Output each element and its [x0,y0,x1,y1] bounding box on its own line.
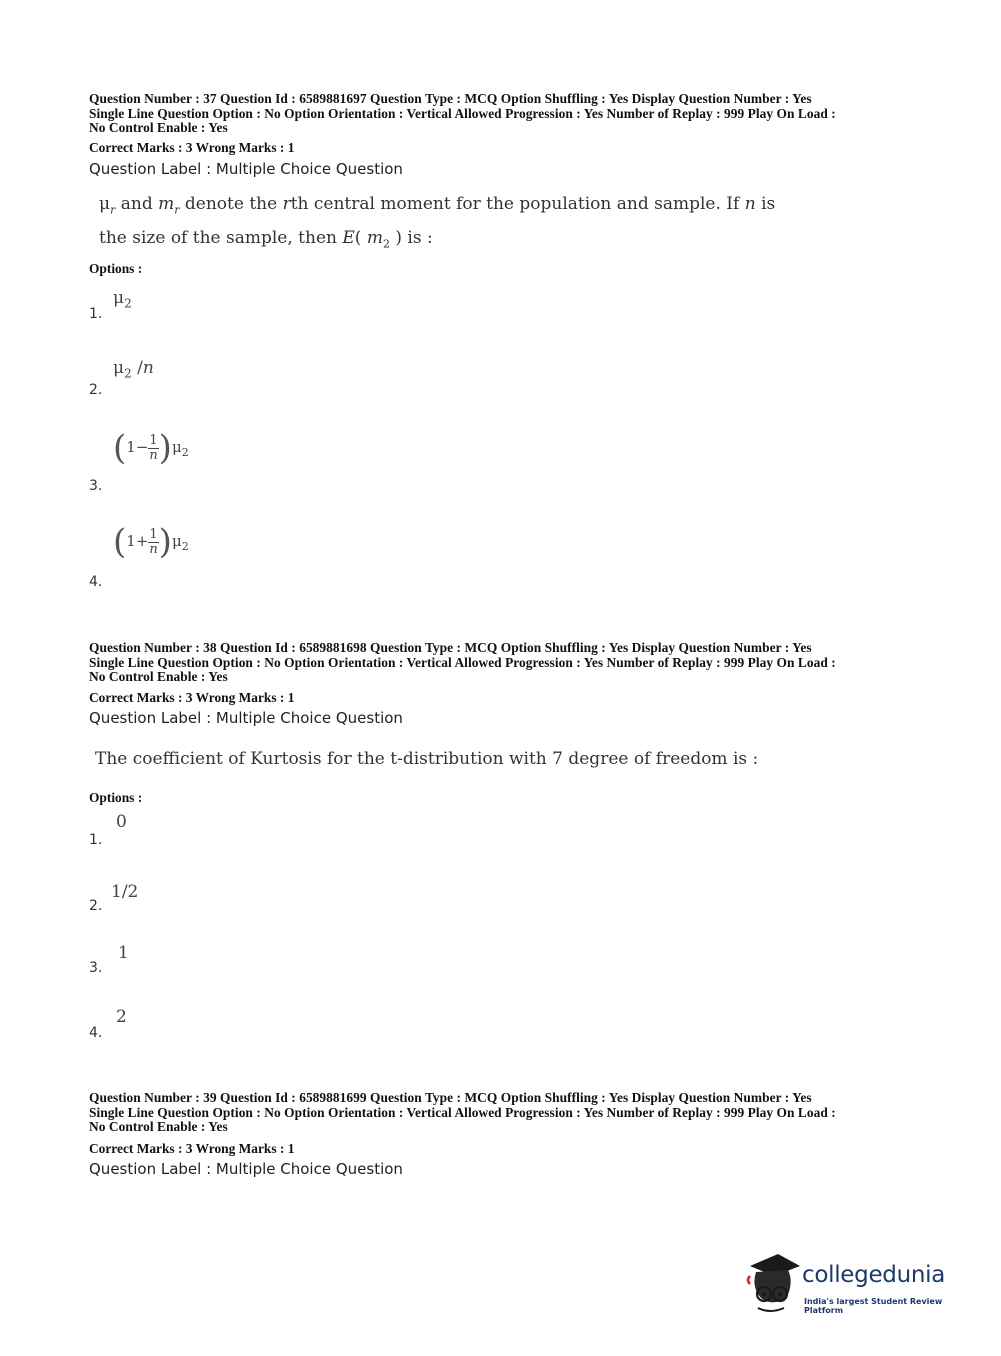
q38-options-header: Options : [89,790,143,805]
q37-option-4-value[interactable]: (1+ $\frac{1}{n}$ )$\mu_2$ [113,522,189,562]
mascot-icon [744,1250,802,1320]
q39-marks: Correct Marks : 3 Wrong Marks : 1 [89,1141,295,1156]
q37-option-2-number: 2. [89,382,103,398]
q37-option-2-value[interactable]: $\mu_2$ /n [113,358,154,381]
q38-question-text: The coefficient of Kurtosis for the t-distribution with 7 degree of freedom is : [95,749,759,769]
q37-option-3-number: 3. [89,478,103,494]
q37-label: Question Label : Multiple Choice Question [89,160,403,178]
q39-meta-line1: Question Number : 39 Question Id : 6589881699 Question Type : MCQ Option Shuffling : Yes Display Question Number : Yes [89,1090,812,1105]
q39-meta-line2: Single Line Question Option : No Option Orientation : Vertical Allowed Progression : Yes Number of Replay : 999 Play On Load : [89,1104,836,1120]
q38-marks: Correct Marks : 3 Wrong Marks : 1 [89,690,295,705]
q37-option-1-number: 1. [89,306,103,322]
q37-meta-line1: Question Number : 37 Question Id : 6589881697 Question Type : MCQ Option Shuffling : Yes Display Question Number : Yes [89,91,812,106]
q38-meta-line2: Single Line Question Option : No Option Orientation : Vertical Allowed Progression : Yes Number of Replay : 999 Play On Load : [89,654,836,670]
q37-question-text: $\mu_r$ and $m_r$ denote the rth central moment for the population and sample. If n is the size of the sample, then E( $m_2$ ) is : [99,194,776,251]
q38-label: Question Label : Multiple Choice Question [89,709,403,727]
q38-option-2-number: 2. [89,898,103,914]
q38-option-4-number: 4. [89,1025,103,1041]
q38-option-3-value[interactable]: 1 [118,943,129,963]
q39-meta-line3: No Control Enable : Yes [89,1119,228,1135]
q38-metadata [89,641,919,685]
q37-meta-line2: Single Line Question Option : No Option Orientation : Vertical Allowed Progression : Yes Number of Replay : 999 Play On Load : [89,105,836,121]
q37-marks: Correct Marks : 3 Wrong Marks : 1 [89,140,295,155]
q38-option-2-value[interactable]: 1/2 [111,882,139,902]
q38-meta-line3: No Control Enable : Yes [89,669,228,685]
logo-tagline: India's largest Student Review Platform [804,1297,943,1315]
q39-label: Question Label : Multiple Choice Question [89,1160,403,1178]
q38-option-1-number: 1. [89,832,103,848]
q37-option-4-number: 4. [89,574,103,590]
q38-option-1-value[interactable]: 0 [116,812,127,832]
q37-meta-line3: No Control Enable : Yes [89,120,228,136]
q38-option-3-number: 3. [89,960,103,976]
q37-metadata [89,92,919,136]
q37-options-header: Options : [89,261,143,276]
q37-option-3-value[interactable]: (1− $\frac{1}{n}$ )$\mu_2$ [113,428,189,468]
q38-meta-line1: Question Number : 38 Question Id : 6589881698 Question Type : MCQ Option Shuffling : Yes Display Question Number : Yes [89,640,812,655]
logo-name: collegedunia [802,1262,946,1288]
q37-option-1-value[interactable]: $\mu_2$ [113,288,132,311]
q39-metadata [89,1091,919,1135]
collegedunia-logo [744,1250,974,1320]
q38-option-4-value[interactable]: 2 [116,1007,127,1027]
